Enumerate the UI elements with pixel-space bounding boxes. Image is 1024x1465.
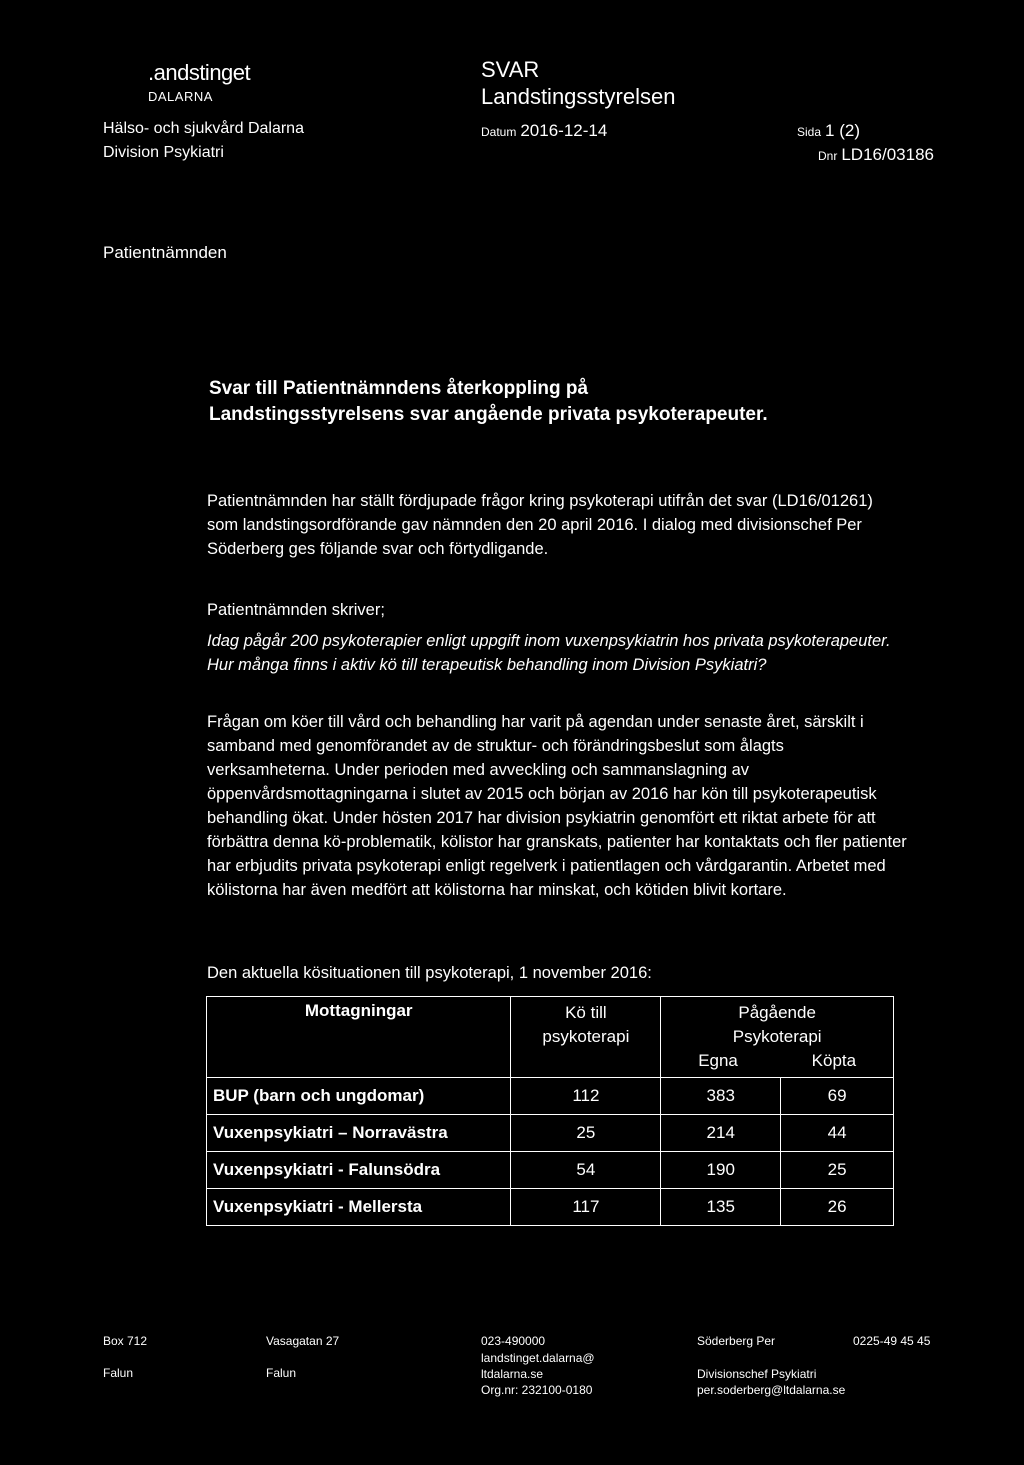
row-name: BUP (barn och ungdomar)	[207, 1078, 511, 1115]
row-name: Vuxenpsykiatri – Norravästra	[207, 1115, 511, 1152]
footer-contact-email: per.soderberg@ltdalarna.se	[697, 1383, 846, 1397]
footer-orgnr: Org.nr: 232100-0180	[481, 1383, 593, 1397]
queue-table	[206, 996, 894, 1226]
footer-email-2: ltdalarna.se	[481, 1367, 544, 1381]
dnr-value: LD16/03186	[841, 145, 934, 164]
date-value: 2016-12-14	[520, 121, 608, 140]
row-egna: 214	[661, 1115, 781, 1152]
row-kopta: 25	[781, 1152, 894, 1189]
header-kopta: Köpta	[811, 1051, 857, 1070]
row-name: Vuxenpsykiatri - Falunsödra	[207, 1152, 511, 1189]
footer-contact-phone: 0225-49 45 45	[853, 1334, 931, 1348]
logo-text: .andstinget	[148, 60, 251, 85]
board-name: Landstingsstyrelsen	[481, 84, 676, 109]
row-kopta: 69	[781, 1078, 894, 1115]
dnr-field	[818, 145, 934, 165]
paragraph-table-intro: Den aktuella kösituationen till psykoterapi, 1 november 2016:	[207, 964, 652, 982]
table-row	[207, 1115, 894, 1152]
date-label: Datum	[481, 125, 517, 139]
header-ongoing-text: Pågående Psykoterapi	[732, 1003, 822, 1046]
row-kopta: 26	[781, 1189, 894, 1226]
row-kopta: 44	[781, 1115, 894, 1152]
footer-contact-name: Söderberg Per	[697, 1334, 776, 1348]
header-ongoing	[661, 997, 894, 1078]
header-queue	[511, 997, 661, 1078]
document-title: Svar till Patientnämndens återkoppling på Landstingsstyrelsens svar angående privata psykoterapeuter.	[209, 378, 768, 425]
footer-box: Box 712	[103, 1334, 148, 1348]
org-line-2: Division Psykiatri	[103, 144, 224, 161]
row-queue: 117	[511, 1189, 661, 1226]
table-row	[207, 1152, 894, 1189]
footer-city-2: Falun	[266, 1366, 297, 1380]
table-header-row	[207, 997, 894, 1078]
header-egna: Egna	[698, 1051, 738, 1070]
table-row	[207, 1078, 894, 1115]
row-queue: 25	[511, 1115, 661, 1152]
row-name: Vuxenpsykiatri - Mellersta	[207, 1189, 511, 1226]
date-field	[481, 121, 607, 141]
recipient: Patientnämnden	[103, 243, 227, 262]
row-egna: 190	[661, 1152, 781, 1189]
table-row	[207, 1189, 894, 1226]
footer-email-1: landstinget.dalarna@	[481, 1351, 595, 1365]
page-value: 1 (2)	[825, 121, 860, 140]
logo-subtext: DALARNA	[148, 89, 213, 104]
paragraph-question: Idag pågår 200 psykoterapier enligt uppgift inom vuxenpsykiatrin hos privata psykoterapeuter. Hur många finns i aktiv kö till terapeutisk behandling inom Division Psykiatri?	[207, 632, 891, 674]
header-sub-columns	[661, 1051, 893, 1071]
footer-phone: 023-490000	[481, 1334, 546, 1348]
page-label: Sida	[797, 125, 822, 139]
org-line-1: Hälso- och sjukvård Dalarna	[103, 120, 304, 137]
row-egna: 135	[661, 1189, 781, 1226]
row-queue: 112	[511, 1078, 661, 1115]
paragraph-intro: Patientnämnden har ställt fördjupade frågor kring psykoterapi utifrån det svar (LD16/01261) som landstingsordförande gav nämnden den 20 april 2016. I dialog med divisionschef Per Söderberg ges följande svar och förtydligande.	[207, 492, 873, 558]
row-queue: 54	[511, 1152, 661, 1189]
footer-contact-title: Divisionschef Psykiatri	[697, 1367, 817, 1381]
document-type: SVAR	[481, 57, 540, 82]
header-queue-text: Kö till psykoterapi	[542, 1003, 630, 1046]
paragraph-answer: Frågan om köer till vård och behandling har varit på agendan under senaste året, särskilt i samband med genomförandet av de struktur- och förändringsbeslut som ålagts verksamheterna. Under perioden med avveckling och sammanslagning av öppenvårdsmottagningarna i slutet av 2015 och början av 2016 har kön till psykoterapeutisk behandling ökat. Under hösten 2017 har division psykiatrin genomfört ett riktat arbete för att förbättra denna kö-problematik, kölistor har granskats, patienter har kontaktats och fler patienter har erbjudits privata psykoterapi enligt regelverk i patientlagen och vårdgarantin. Arbetet med kölistorna har även medfört att kölistorna har minskat, och kötiden blivit kortare.	[207, 713, 907, 899]
dnr-label: Dnr	[818, 149, 838, 163]
paragraph-writes: Patientnämnden skriver;	[207, 601, 385, 619]
footer-street: Vasagatan 27	[266, 1334, 340, 1348]
footer-city-1: Falun	[103, 1366, 134, 1380]
page-field	[797, 121, 860, 141]
row-egna: 383	[661, 1078, 781, 1115]
header-mottagningar: Mottagningar	[207, 997, 511, 1078]
